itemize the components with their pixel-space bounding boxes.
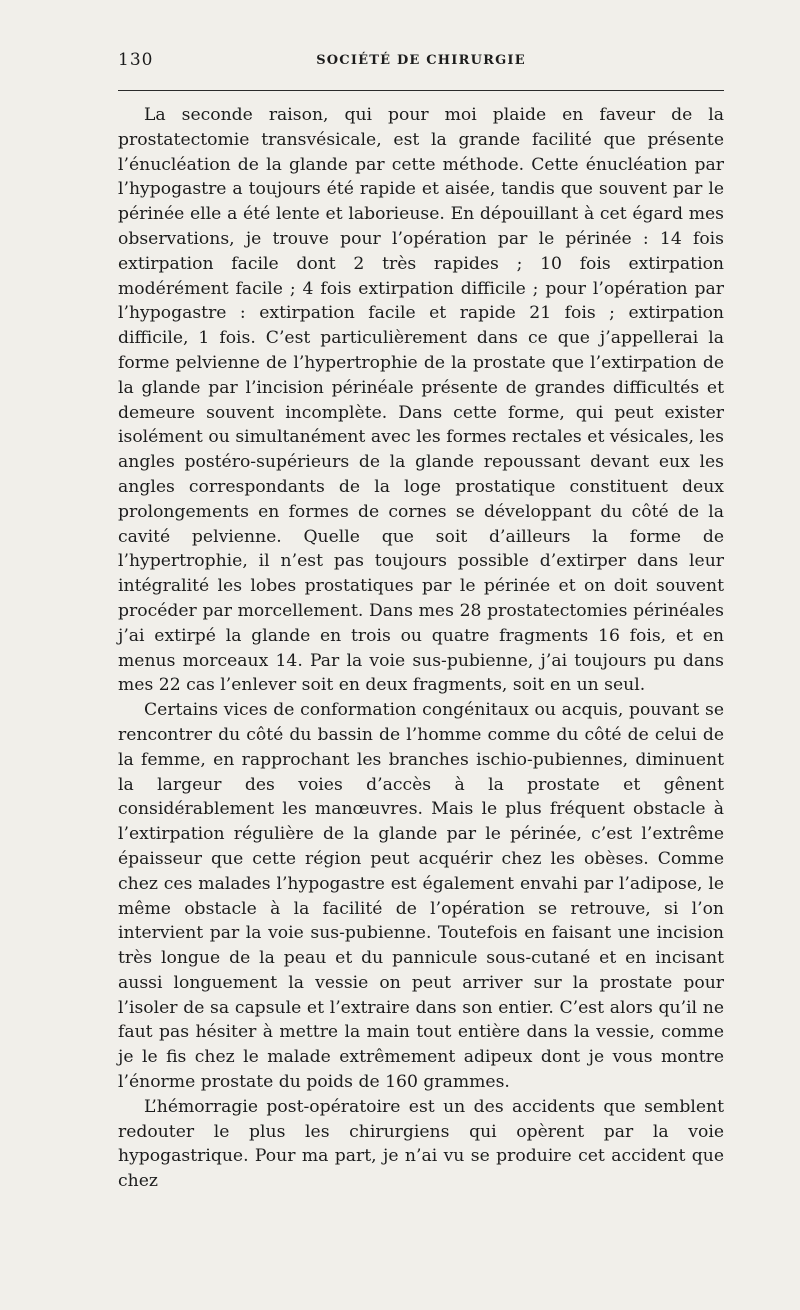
page-number: 130 xyxy=(118,50,154,70)
paragraph: Certains vices de conformation congénitaux ou acquis, pouvant se rencontrer du côté du bassin de l’homme comme du côté de celui de la femme, en rapprochant les branches ischio-pubiennes, diminuent la largeur des voies d’accès à la prostate et gênent considérablement les manœuvres. Mais le plus fréquent obstacle à l’extirpation régulière de la glande par le périnée, c’est l’extrême épaisseur que cette région peut acquérir chez les obèses. Comme chez ces malades l’hypogastre est également envahi par l’adipose, le même obstacle à la facilité de l’opération se retrouve, si l’on intervient par la voie sus-pubienne. Toutefois en faisant une incision très longue de la peau et du pannicule sous-cutané et en incisant aussi longuement la vessie on peut arriver sur la prostate pour l’isoler de sa capsule et l’extraire dans son entier. C’est alors qu’il ne faut pas hésiter à mettre la main tout entière dans la vessie, comme je le fis chez le malade extrêmement adipeux dont je vous montre l’énorme prostate du poids de 160 grammes. xyxy=(118,700,724,1093)
body-text xyxy=(118,103,724,1194)
paragraph: L’hémorragie post-opératoire est un des accidents que semblent redouter le plus les chirurgiens qui opèrent par la voie hypogastrique. Pour ma part, je n’ai vu se produire cet accident que chez xyxy=(118,1096,724,1192)
paragraph: La seconde raison, qui pour moi plaide en faveur de la prostatectomie transvésicale, est la grande facilité que présente l’énucléation de la glande par cette méthode. Cette énucléation par l’hypogastre a toujours été rapide et aisée, tandis que souvent par le périnée elle a été lente et laborieuse. En dépouillant à cet égard mes observations, je trouve pour l’opération par le périnée : 14 fois extirpation facile dont 2 très rapides ; 10 fois extirpation modérément facile ; 4 fois extirpation difficile ; pour l’opération par l’hypogastre : extirpation facile et rapide 21 fois ; extirpation difficile, 1 fois. C’est particulièrement dans ce que j’appellerai la forme pelvienne de l’hypertrophie de la prostate que l’extirpation de la glande par l’incision périnéale présente de grandes difficultés et demeure souvent incomplète. Dans cette forme, qui peut exister isolément ou simultanément avec les formes rectales et vésicales, les angles postéro-supérieurs de la glande repoussant devant eux les angles correspondants de la loge prostatique constituent deux prolongements en formes de cornes se développant du côté de la cavité pelvienne. Quelle que soit d’ailleurs la forme de l’hypertrophie, il n’est pas toujours possible d’extirper dans leur intégralité les lobes prostatiques par le périnée et on doit souvent procéder par morcellement. Dans mes 28 prostatectomies périnéales j’ai extirpé la glande en trois ou quatre fragments 16 fois, et en menus morceaux 14. Par la voie sus-pubienne, j’ai toujours pu dans mes 22 cas l’enlever soit en deux fragments, soit en un seul. xyxy=(118,105,724,696)
page-header xyxy=(118,50,724,74)
running-head: SOCIÉTÉ DE CHIRURGIE xyxy=(316,53,526,68)
header-rule xyxy=(118,90,724,91)
